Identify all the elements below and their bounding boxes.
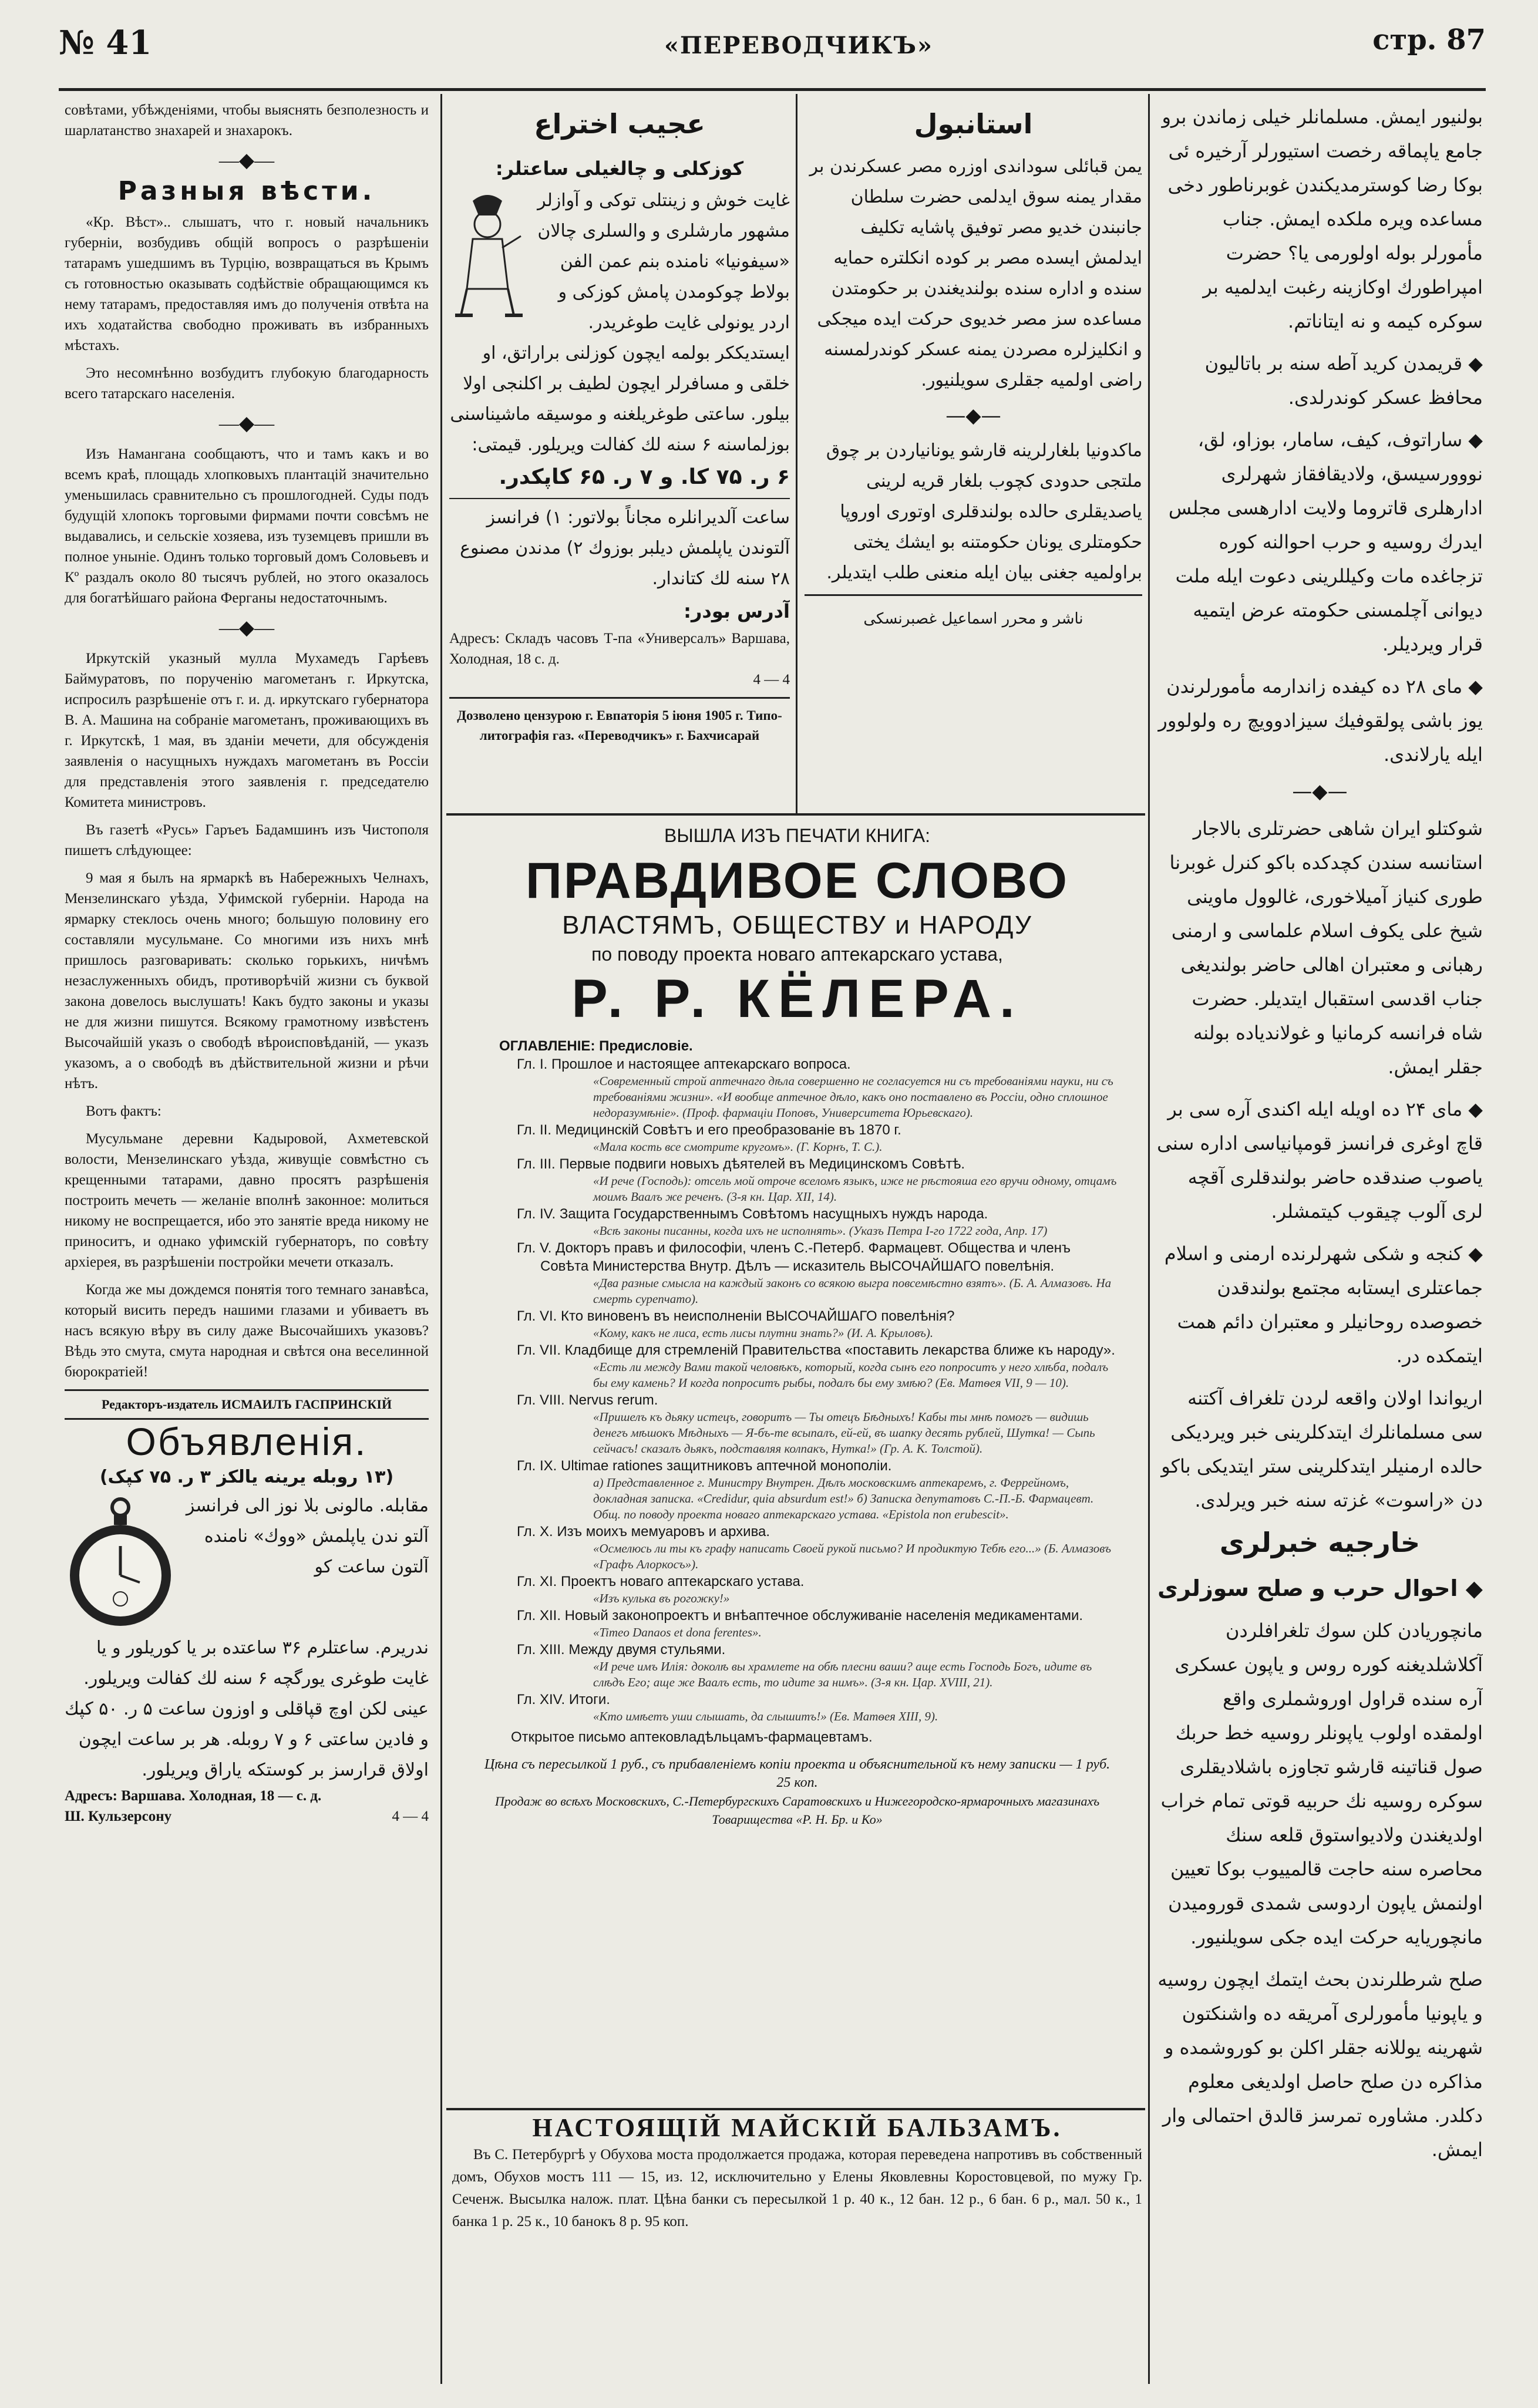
ads-rule [65, 1418, 429, 1420]
toc-entry-number: Гл. XII. [517, 1608, 561, 1624]
censor-rule [449, 697, 790, 699]
toc-entry-number: Гл. XI. [517, 1574, 557, 1589]
toc-epigraph: а) Представленное г. Министру Внутрен. Дѣлъ московскимъ аптекаремъ, г. Феррейномъ, докладная записка. «Credidur, quia absurdum est!» б) Записка депутатовъ С.-П.-Б. Фармацевт. Общ. по поводу проекта новаго аптекарскаго устава. «Epistola non erubescit». [593, 1476, 1094, 1521]
ads-title: Объявленія. [126, 1420, 368, 1463]
toc-epigraph: «Timeo Danaos et dona ferentes». [593, 1625, 762, 1639]
news-paragraph: Когда же мы дождемся понятія того темнаго занавѣса, который висить передъ нашими глазами и убиваетъ въ насъ всякую вѣру въ силу даже Высочайшихъ указовъ? Вѣдь это смута, смута народная и свѣтся она веселинной бюрократіей! [65, 1282, 429, 1380]
diamond-icon: ◆ [1462, 675, 1483, 698]
news-paragraph: Мусульмане деревни Кадыровой, Ахметевской волости, Мензелинскаго уѣзда, живущіе совмѣстно съ крещенными татарами, давно просятъ разрѣшенія построить мечеть — желаніе вполнѣ законное: молиться никому не воспрещается, ибо это занятіе вреда никому не приноситъ, и однако уфимскій губернаторъ, по совѣту архіерея, въ разрѣшеніи постройки мечети отказалъ. [65, 1131, 429, 1270]
toc-entry-number: Гл. IX. [517, 1458, 557, 1474]
book-author: Р. Р. КЁЛЕРА. [571, 969, 1023, 1029]
toc-entry [476, 1641, 1119, 1659]
ad-body: غایت خوش و زینتلی توکی و آوازلر مشهور مارشلری و والسلری چالان «سیفونیا» نامنده بنم عمن الفن بولاط چوکومدن پامش کوزکی و اردر یونولی غایت طوغریدر. ایستدیککر بولمه ایچون کوزلنی براراتق، او خلقی و مسافرلر ایچون لطیف بر اکلنجی اولا بیلور. ساعتی طوغریلغنه و موسیقه ماشیناسنی بوزلماسنه ۶ سنه لك کفالت ویریلور. قیمتی: [450, 190, 790, 455]
news-paragraph: ◆ قریمدن کرید آطه سنه بر باتالیون محافظ عسکر کوندرلدی. [1204, 352, 1483, 409]
toc-entry [476, 1457, 1119, 1475]
watch-ad-text: مقابله. مالونی بلا نوز الی فرانسز آلتو ندن یاپلمش «ووك» نامنده آلتون ساعت کو [186, 1496, 429, 1577]
ad-bonus: ساعت آلدیرانلره مجاناً بولاتور: ۱) فرانسز آلتوندن یاپلمش دیلبر بوزوك ۲) مدندن مصنوع ۲۸ سنه لك کتاندار. [460, 507, 790, 589]
ornament: —◆— [218, 617, 275, 639]
toc-entry-title: Прошлое и настоящее аптекарскаго вопроса. [551, 1056, 851, 1072]
news-paragraph: مانچوریادن کلن سوك تلغرافلردن آکلاشلدیغنه کوره روس و یاپون عسکری آره سنده قراول اوروشملری واقع اولمقده اولوب یاپونلر روسیه خط حربك صول قناتینه قارشو تجاوزه باشلادیقلری سوکره روسیه نك حربیه قوتی تمام خراب اولدیغندن ولادیواستوق قلعه سنك محاصره سنه حاجت قالمییوب بوکا تعیین اولنمش یاپون اردوسی شمدی قورومیدن مانچوریایه حرکت ایده جکی سویلنیور. [1160, 1619, 1483, 1948]
balsam-top-rule [446, 2108, 1145, 2110]
toc-epigraph: «Мала кость все смотрите кругомъ». (Г. Корнъ, Т. С.). [593, 1140, 883, 1154]
news-paragraph: صلح شرطلرندن بحث ایتمك ایچون روسیه و یاپونیا مأمورلری آمریقه ده واشنکتون شهرینه یوللانه جقلر اکلن بو کوروشمده و مذاکره دن صلح حاصل اولدیغی معلوم دکلدر. مشاوره تمرسز قالدق احتمالی وار ایمش. [1157, 1968, 1483, 2161]
book-subject: по поводу проекта новаго аптекарскаго устава, [591, 944, 1003, 965]
toc-entry [476, 1121, 1119, 1139]
toc-epigraph: «Кто имѣетъ уши слышать, да слышитъ!» (Ев. Матѳея XIII, 9). [593, 1709, 938, 1723]
book-title: ПРАВДИВОЕ СЛОВО [526, 853, 1069, 909]
news-paragraph: Въ газетѣ «Русь» Гаръеъ Бадамшинъ изъ Чистополя пишетъ слѣдующее: [65, 822, 429, 858]
balsam-text: Въ С. Петербургѣ у Обухова моста продолжается продажа, которая переведена напротивъ въ собственный домъ, Обухов мостъ 111 — 15, из. 12, исключительно у Елены Яковлевны Коростовцевой, по мужу Гр. Сеченж. Высылка налож. плат. Цѣна банки съ пересылкой 1 р. 40 к., 12 бан. 12 р., 6 бан. 6 р., мал. 50 к., 1 банка 1 р. 25 к., 10 банокъ 8 р. 95 коп. [452, 2147, 1142, 2229]
watch-ad-text: ندریرم. ساعتلرم ۳۶ ساعتده بر یا کوریلور و یا غایت طوغری یورگچه ۶ سنه لك کفالت ویریلور. عینی لکن اوچ قپاقلی و اوزون ساعت ۵ ر. ۵۰ کپك و فادین ساعتی ۶ و ۷ روبله. هر بر ساعت ایچون اولاق قرارسز بر کوستکه یاراق ویریلور. [65, 1638, 429, 1780]
istanbul-paragraph: یمن قبائلی سوداندی اوزره مصر عسکرندن بر مقدار یمنه سوق ایدلمی حضرت سلطان جانبندن خدیو مصر توفیق پاشایه تکلیف ایدلمش ایسده مصر بر کوده انکلتره حمایه سنده و اداره سنده بولندیغندن بر حکومتدن مساعده سز مصر خدیوی حرکت ایده میجکی و انکلیزلره مصردن یمنه عسکر کوندرلمسنه راضی اولمیه جقلری سویلنیور. [809, 156, 1142, 390]
toc-epigraph: «И рече (Господь): отсель мой отроче вселомъ языкъ, иже не рѣстояша его вручи одному, отцамъ моимъ Ваалъ же реченъ. (3-я кн. Цар. XII, 14). [593, 1174, 1117, 1204]
page-header [59, 23, 1486, 76]
toc-entry-title: Итоги. [568, 1692, 610, 1708]
news-paragraph: ◆ مای ۲۸ ده کیفده زاندارمه مأمورلرندن یوز باشی پولقوفیك سیزادوویچ ره ولولوور ایله یارلاندی. [1158, 675, 1483, 766]
toc-entry [476, 1055, 1119, 1073]
diamond-icon: ◆ [1462, 1242, 1483, 1265]
toc-entry-title: Изъ моихъ мемуаровъ и архива. [557, 1524, 770, 1540]
toc-entry-title: Ultimae rationes защитниковъ аптечной монополіи. [561, 1458, 892, 1474]
toc-entry [476, 1239, 1119, 1275]
issue-number: № 41 [59, 23, 152, 62]
column-divider-1 [440, 94, 442, 2384]
book-price: Цѣна съ пересылкой 1 руб., съ прибавленіемъ копіи проекта и объяснительной къ нему записки — 1 руб. 25 коп. [484, 1757, 1110, 1790]
toc-entry-number: Гл. VII. [517, 1342, 561, 1358]
diamond-icon: ◆ [1458, 1575, 1483, 1601]
publisher-line: ناشر و محرر اسماعیل غصبرنسکی [863, 610, 1083, 628]
ad-address: Адресъ: Складъ часовъ Т-па «Универсалъ» Варшава, Холодная, 18 с. д. [449, 631, 790, 667]
book-sale-note: Продаж во всѣхъ Московскихъ, С.-Петербургскихъ Саратовскихъ и Нижегородско-ярмарочныхъ магазинахъ Товарищества «Р. Н. Бр. и Ко» [494, 1794, 1100, 1827]
news-paragraph: اریواندا اولان واقعه لردن تلغراف آکتنه سی مسلمانلرك ایتدکلرینی خبر ویردیکی حالده ارمنیلر ایتدکلرینی ستر ایتدیکی باکو دن «راسوت» غزته سنه خبر ویرلدی. [1161, 1387, 1483, 1511]
book-advertisement [452, 819, 1142, 2105]
toc-entry-number: Гл. X. [517, 1524, 553, 1540]
ornament: —◆— [218, 413, 275, 435]
toc-entry-number: Гл. XIV. [517, 1692, 566, 1708]
diamond-icon: ◆ [1462, 429, 1483, 451]
toc-entry [476, 1341, 1119, 1359]
newspaper-title: «ПЕРЕВОДЧИКЪ» [664, 32, 933, 59]
balsam-title: НАСТОЯЩІЙ МАЙСКІЙ БАЛЬЗАМЪ. [532, 2114, 1062, 2142]
news-paragraph: شوکتلو ایران شاهی حضرتلری بالاجار استانسه سندن کچدکده باکو کنرل غوبرنا طوری کنیاز آمیلاخوری، غالوول ماوینی شیخ علی یکوف اسلام علماسی و ارمنی رهبانی و معتبران اهالی حاضر بولندیغی جناب اقدسی استقبال ایتدیلر. حضرت شاه فرانسه کرمانیا و غولاندیاده بولنه جقلر ایمش. [1169, 817, 1483, 1078]
toc-entry [476, 1523, 1119, 1541]
toc-entry-title: Кладбище для стремленій Правительства «поставить лекарства ближе къ народу». [564, 1342, 1115, 1358]
section-subtitle: ◆ احوال حرب و صلح سوزلری [1157, 1575, 1483, 1601]
toc-entry-title: Докторъ правъ и философіи, членъ С.-Петерб. Фармацевт. Общества и членъ Совѣта Министерства Внутр. Дѣлъ — исказитель ВЫСОЧАЙШАГО повелѣнія. [540, 1240, 1071, 1274]
watch-ad-price: (۱۳ روبله یرینه یالکز ۳ ر. ۷۵ کپک) [99, 1467, 394, 1487]
pocket-watch-icon [65, 1494, 176, 1629]
section-title-istanbul: استانبول [914, 108, 1033, 140]
watch-ad-address: Адресъ: Варшава. Холодная, 18 — с. д. [65, 1788, 322, 1804]
header-rule [59, 88, 1486, 91]
ornament: —◆— [1292, 780, 1348, 803]
news-paragraph: بولنیور ایمش. مسلمانلر خیلی زماندن برو جامع یاپماقه رخصت استیورلر آرخیره ئی بوکا رضا کوسترمدیکندن غوبرناطور دخی مساعده ویره ملکده ایمش. جناب مأمورلر بوله اولورمی یا؟ حضرت امپراطورك اوکازینه رغبت ایدلمیه بر سوکره کیمه و نه ایتاناتم. [1162, 106, 1483, 332]
toc-entry-number: Гл. III. [517, 1156, 556, 1172]
ad-title-wonder: عجیب اختراع [534, 108, 705, 140]
toc-entry [476, 1391, 1119, 1409]
toc-entry-number: Гл. II. [517, 1122, 551, 1138]
news-paragraph: ◆ ساراتوف، کیف، سامار، بوزاو، لق، نووورسیسق، ولادیقافقاز شهرلری ادارهلری قاتروما ولایت ادارهسی مجلس ایدرك روسیه و حرب احوالنه کوره تزجاغده مات وکیللرینی دعوت ایله ملت دیوانی آچلمسنی حکومته عرض ایتمیه قرار ویردیلر. [1168, 429, 1483, 655]
column-divider-3 [1148, 94, 1150, 2384]
toc-entry [476, 1607, 1119, 1625]
toc-epigraph: «Изъ кулька въ рогожку!» [593, 1591, 730, 1605]
toc-entry-title: Кто виновенъ въ неисполненіи ВЫСОЧАЙШАГО повелѣнія? [561, 1308, 955, 1324]
toc-epigraph: «И рече имъ Илія: доколѣ вы храмлете на обѣ плесни ваши? аще есть Господь Богъ, идите въ слѣдъ Его; аще же Ваалъ есть, то идите за нимъ». (3-я кн. Цар. XVIII, 21). [593, 1659, 1092, 1689]
news-paragraph: Вотъ фактъ: [86, 1103, 161, 1119]
toc-epigraph: «Современный строй аптечнаго дѣла совершенно не согласуется ни съ требованіями науки, ни съ требованіями жизни». «И вообще аптечное дѣло, какъ оно поставлено въ Россіи, одно сплошное недоразумѣніе». (Проф. фармаціи Поповъ, Университета Юрьевскаго). [593, 1074, 1113, 1120]
toc-entry [476, 1307, 1119, 1325]
news-paragraph: 9 мая я былъ на ярмаркѣ въ Набережныхъ Челнахъ, Мензелинскаго уѣзда, Уфимской губерніи. Народа на ярмарку стеклось очень много; большую половину его составляли мусульмане. Со многими изъ нихъ мнѣ пришлось разговаривать: сколько горькихъ, ничѣмъ незаслуженныхъ обидъ, противорѣчій жизни съ буквой закона довелось выслушать! Какъ будто законы и указы не для жизни пишутся. Всякому грамотному извѣстенъ Высочайшій указъ о свободѣ вѣроисповѣданій, — указъ указомъ, а о свободѣ въ дѣйствительной жизни и рѣчи нѣтъ. [65, 870, 429, 1092]
ad-number: 4 — 4 [753, 672, 790, 688]
section-title-foreign-news: خارجیه خبرلری [1219, 1527, 1421, 1558]
balsam-advertisement [452, 2114, 1142, 2384]
book-announcement: ВЫШЛА ИЗЪ ПЕЧАТИ КНИГА: [664, 825, 930, 846]
ad-price: ۶ ر. ۷۵ کا. و ۷ ر. ۶۵ کاپکدر. [499, 465, 790, 489]
istanbul-paragraph: ماکدونیا بلغارلرینه قارشو یونانیاردن بر چوق ملتجی حدودی کچوب بلغار قریه لرینی یاصدیقلری حالده بولندقلری اوتوری اوروپا حکومتلری یونان حکومتنه بو ایشك یختی براولمیه جغنی بیان ایله منعنی طلب ایتدیلر. [826, 440, 1142, 583]
ad-subtitle: کوزکلی و چالغیلی ساعتلر: [495, 157, 744, 180]
toc-entry-title: Медицинскій Совѣтъ и его преобразованіе въ 1870 г. [555, 1122, 901, 1138]
toc-epigraph: «Два разные смысла на каждый законъ со всякою выгра повсемѣстно взятъ». (Б. А. Алмазовъ. На смерть сурепчато). [593, 1276, 1112, 1306]
toc-entry-number: Гл. VIII. [517, 1392, 565, 1408]
ad-rule [449, 498, 790, 499]
toc-entry [476, 1155, 1119, 1173]
toc-entry-title: Первые подвиги новыхъ дѣятелей въ Медицинскомъ Совѣтѣ. [559, 1156, 965, 1172]
book-subtitle: ВЛАСТЯМЪ, ОБЩЕСТВУ и НАРОДУ [562, 911, 1032, 939]
censor-note: Дозволено цензурою г. Евпаторія 5 іюня 1905 г. Типо-литографія газ. «Переводчикъ» г. Бахчисарай [457, 708, 782, 743]
open-letter: Открытое письмо аптековладѣльцамъ-фармацевтамъ. [511, 1729, 873, 1745]
toc-entry [476, 1690, 1119, 1709]
toc-entry-number: Гл. VI. [517, 1308, 557, 1324]
toc-list [476, 1055, 1119, 1725]
news-paragraph: ◆ مای ۲۴ ده اویله ایله اکندی آره سی بر قاچ اوغری فرانسز قومپانیاسی اداره سنی یاصوب صندقده حاضر بولندقلری آقچه لری آلوب چیقوب کیتمشلر. [1157, 1098, 1483, 1222]
book-ad-top-rule [446, 813, 1145, 816]
toc-epigraph: «Всѣ законы писанны, когда ихъ не исполнять». (Указъ Петра І-го 1722 года, Апр. 17) [593, 1224, 1048, 1238]
diamond-icon: ◆ [1462, 1098, 1483, 1120]
toc-entry-number: Гл. IV. [517, 1206, 556, 1222]
cuckoo-figure-icon [449, 189, 526, 324]
news-paragraph: Изъ Намангана сообщаютъ, что и тамъ какъ и во всемъ краѣ, площадь хлопковыхъ плантацій значительно уменьшилась сравнительно съ прошлогодней. Суды подъ будущій хлопокъ торговыми фирмами почти совсѣмъ не выдавались, и сельскіе хозяева, изъ туземцевъ пришли въ полное уныніе. Одинъ только торговый домъ Соловьевъ и Кº раздалъ около 80 тысячъ рублей, но этого оказалось для богатѣйшаго района Ферганы недостаточнымъ. [65, 446, 429, 606]
toc-epigraph: «Пришелъ къ дьяку истецъ, говоритъ — Ты отецъ Бѣдныхъ! Кабы ты мнѣ помогъ — видишь денегъ мѣшокъ Мѣдныхъ — Я-бъ-те всыпалъ, ей-ей, въ шапку десять рублей, Шутка! — Сыпь сейчасъ! сказалъ дьякъ, подставляя колпакъ, Нутка!» (Гр. А. К. Толстой). [593, 1410, 1095, 1456]
column-divider-2 [796, 94, 797, 813]
toc-heading: ОГЛАВЛЕНІЕ: Предисловіе. [499, 1038, 693, 1054]
publisher-rule [805, 594, 1142, 596]
page-number: стр. 87 [1372, 23, 1486, 56]
toc-entry-title: Новый законопроектъ и внѣаптечное обслуживаніе населенія медикаментами. [564, 1608, 1083, 1624]
news-paragraph: «Кр. Вѣст».. слышатъ, что г. новый начальникъ губерніи, возбудивъ общій вопросъ о разрѣшеніи татарамъ ушедшимъ въ Турцію, возвращаться въ Крымъ съ готовностью оказывать содѣйствіе обращающимся къ нему татарамъ, предоставляя имъ до полученія отвѣта на ихъ ходатайства свободно проживать въ избранныхъ мѣстахъ. [65, 214, 429, 353]
toc-epigraph: «Кому, какъ не лиса, есть лисы плутни знать?» (И. А. Крыловъ). [593, 1326, 934, 1340]
toc-entry-title: Nervus rerum. [568, 1392, 658, 1408]
toc-entry-title: Между двумя стульями. [568, 1642, 726, 1658]
toc-epigraph: «Осмелюсь ли ты къ графу написать Своей рукой письмо? И продиктую Тебѣ его...» (Б. Алмазовъ «Графъ Алоркосъ»). [593, 1541, 1111, 1571]
toc-entry [476, 1205, 1119, 1223]
section-title-news: Разныя вѣсти. [117, 176, 376, 206]
editor-rule [65, 1389, 429, 1391]
news-paragraph: Это несомнѣнно возбудитъ глубокую благодарность всего татарскаго населенія. [65, 365, 429, 402]
toc-epigraph: «Есть ли между Вами такой человѣкъ, который, когда сынъ его попроситъ у него хлѣба, подалъ бы ему камень? И когда попроситъ рыбы, подалъ бы ему змѣю? (Ев. Матѳея VII, 9 — 10). [593, 1360, 1109, 1390]
ad-number: 4 — 4 [392, 1808, 429, 1824]
toc-entry-number: Гл. V. [517, 1240, 552, 1256]
toc-entry-title: Проектъ новаго аптекарскаго устава. [561, 1574, 805, 1589]
watch-ad-name: Ш. Кульзерсону [65, 1808, 172, 1824]
editor-line: Редакторъ-издатель ИСМАИЛЪ ГАСПРИНСКІЙ [101, 1397, 392, 1412]
toc-entry-number: Гл. I. [517, 1056, 548, 1072]
column-istanbul [805, 100, 1142, 810]
toc-entry-title: Защита Государственнымъ Совѣтомъ насущныхъ нуждъ народа. [559, 1206, 988, 1222]
column-russian [65, 100, 429, 2378]
ad-address-label: آدرس بودر: [684, 600, 790, 622]
diamond-icon: ◆ [1462, 352, 1483, 375]
ornament: —◆— [218, 150, 275, 171]
intro-paragraph: совѣтами, убѣжденіями, чтобы выяснять безполезность и шарлатанство знахарей и знахарокъ. [65, 102, 429, 139]
toc-entry [476, 1572, 1119, 1591]
ornament: —◆— [945, 404, 1001, 427]
news-paragraph: Иркутскій указный мулла Мухамедъ Гарѣевъ Баймуратовъ, по порученію магометанъ г. Иркутска, испросилъ разрѣшеніе отъ г. и. д. иркутскаго губернатора В. А. Машина на собраніе магометанъ, проживающихъ въ г. Иркутскѣ, 1 мая, въ зданіи мечети, для обсужденія заявленія о насущныхъ нуждахъ магометанъ въ Россіи для представленія этого заявленія г. председателю Комитета министровъ. [65, 651, 429, 810]
news-paragraph: ◆ کنجه و شکی شهرلرنده ارمنی و اسلام جماعتلری ایستابه مجتمع بولندقدن خصوصده روحانیلر و معتبران دائم همت ایتمکده در. [1164, 1242, 1483, 1367]
toc-entry-number: Гл. XIII. [517, 1642, 565, 1658]
column-watch-ad [449, 100, 790, 810]
table-of-contents [452, 1037, 1142, 1828]
column-news-arabic [1157, 100, 1483, 2378]
